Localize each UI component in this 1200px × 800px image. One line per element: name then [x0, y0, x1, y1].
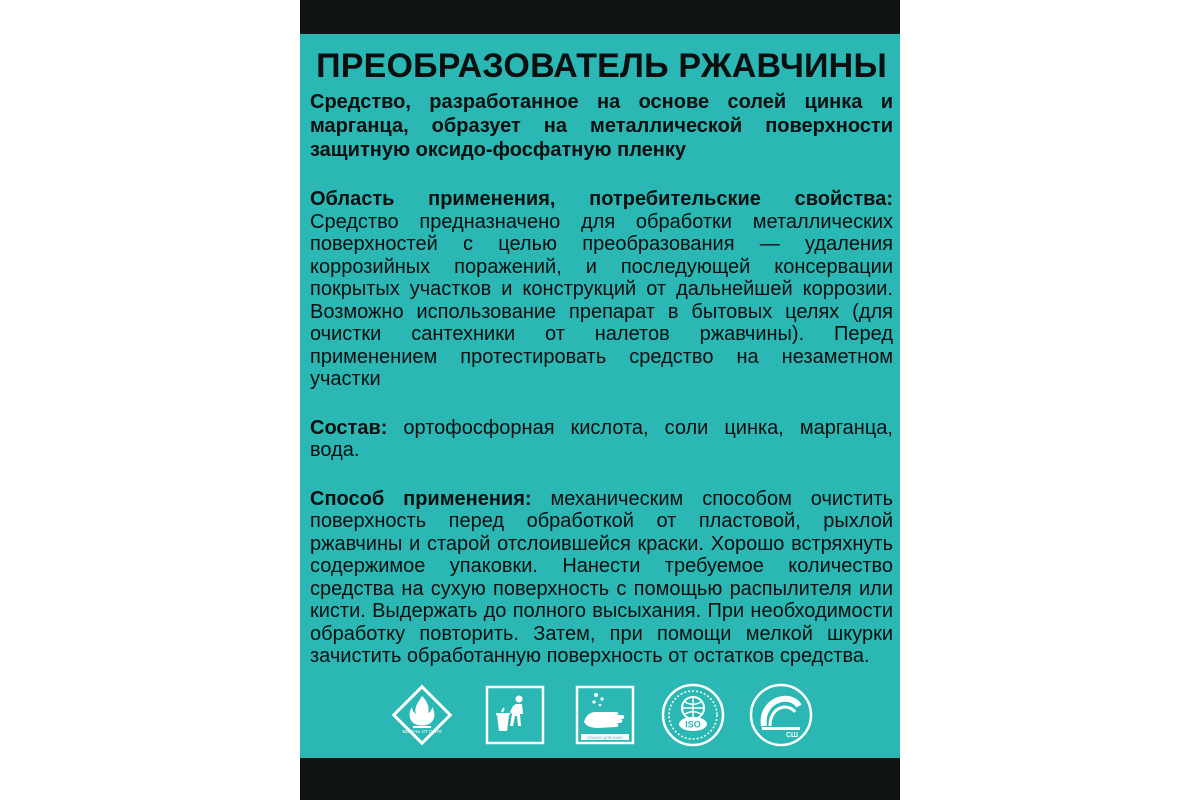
svg-text:СШ: СШ — [785, 732, 799, 739]
bottom-dark-band — [300, 758, 900, 800]
safety-icons-row — [300, 672, 900, 754]
certification-mark-icon — [748, 682, 814, 748]
section-usage — [310, 488, 893, 668]
label-content — [310, 44, 893, 668]
section-area-heading: Область применения, потребительские свойства: — [310, 188, 893, 210]
svg-text:ISO: ISO — [685, 719, 701, 730]
top-dark-band — [300, 0, 900, 34]
product-title: ПРЕОБРАЗОВАТЕЛЬ РЖАВЧИНЫ — [316, 47, 887, 85]
hand-safety-icon — [572, 682, 638, 748]
section-usage-heading: Способ применения: — [310, 487, 532, 510]
svg-text:ОПАСНО ДЛЯ КОЖИ: ОПАСНО ДЛЯ КОЖИ — [587, 736, 623, 740]
section-composition-heading: Состав: — [310, 416, 388, 439]
dispose-in-bin-icon — [482, 682, 548, 748]
iso-certified-icon — [660, 682, 726, 748]
svg-text:БЕРЕЧЬ ОТ ОГНЯ: БЕРЕЧЬ ОТ ОГНЯ — [402, 729, 442, 734]
section-area — [310, 188, 893, 391]
product-intro: Средство, разработанное на основе солей цинка и марганца, образует на металлической поверхности защитную оксидо-фосфатную пленку — [310, 91, 893, 161]
section-area-text: Средство предназначено для обработки металлических поверхностей с целью преобразования — удаления коррозийных поражений, и последующей консервации покрытых участков и конструкций от дальнейшей коррозии. Возможно использование препарат в бытовых целях (для очистки сантехники от налетов ржавчины). Перед применением протестировать средство на незаметном участки — [310, 210, 893, 390]
section-usage-text: механическим способом очистить поверхность перед обработкой от пластовой, рыхлой ржавчины и старой отслоившейся краски. Хорошо встряхнуть содержимое упаковки. Нанести требуемое количество средства на сухую поверхность с помощью распылителя или кисти. Выдержать до полного высыхания. При необходимости обработку повторить. Затем, при помощи мелкой шкурки зачистить обработанную поверхность от остатков средства. — [310, 487, 893, 667]
section-composition-text: ортофосфорная кислота, соли цинка, марганца, вода. — [310, 416, 893, 461]
flammable-warning-icon — [389, 682, 455, 748]
product-label — [300, 0, 900, 800]
section-composition — [310, 417, 893, 462]
